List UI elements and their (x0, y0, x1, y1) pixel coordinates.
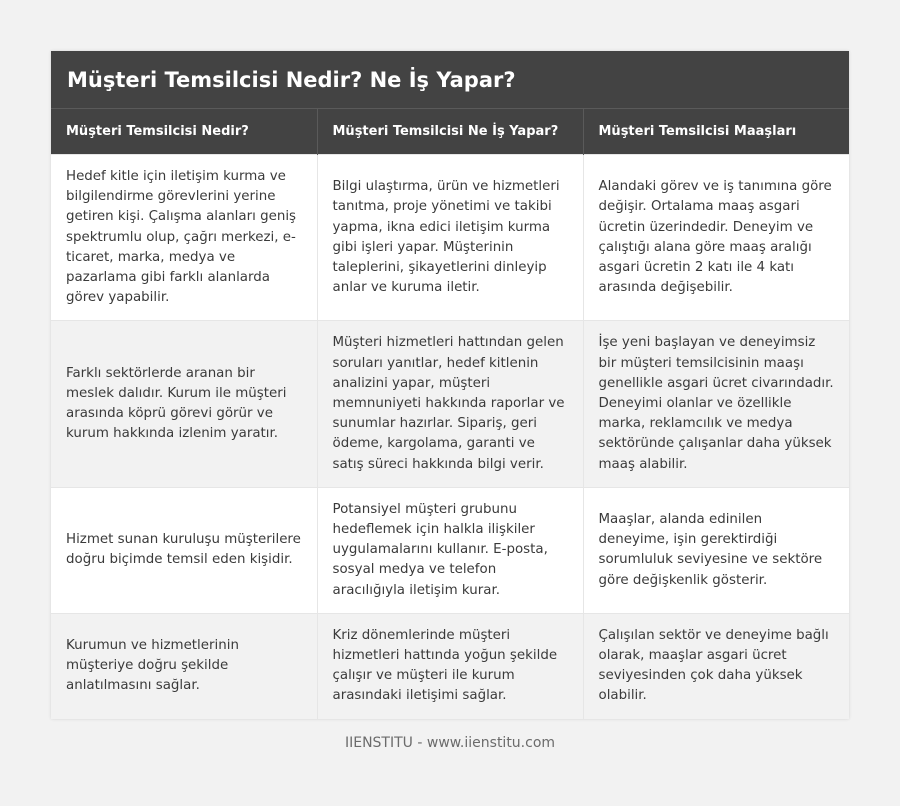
info-table (51, 109, 849, 719)
table-row (51, 321, 849, 487)
table-row (51, 613, 849, 718)
column-header-maaslari: Müşteri Temsilcisi Maaşları (583, 109, 849, 155)
table-row (51, 155, 849, 321)
footer-credit: IIENSTITU - www.iienstitu.com (344, 735, 556, 751)
table-cell: Potansiyel müşteri grubunu hedeflemek için halkla ilişkiler uygulamalarını kullanır. E-posta, sosyal medya ve telefon aracılığıyla iletişim kurar. (317, 487, 583, 613)
column-header-nedir: Müşteri Temsilcisi Nedir? (51, 109, 317, 155)
table-cell: Hizmet sunan kuruluşu müşterilere doğru biçimde temsil eden kişidir. (51, 487, 317, 613)
table-row (51, 487, 849, 613)
column-header-ne-is-yapar: Müşteri Temsilcisi Ne İş Yapar? (317, 109, 583, 155)
table-cell: Maaşlar, alanda edinilen deneyime, işin gerektirdiği sorumluluk seviyesine ve sektöre göre değişkenlik gösterir. (583, 487, 849, 613)
table-cell: Bilgi ulaştırma, ürün ve hizmetleri tanıtma, proje yönetimi ve takibi yapma, ikna edici iletişim kurma gibi işleri yapar. Müşterinin taleplerini, şikayetlerini dinleyip anlar ve kuruma iletir. (317, 155, 583, 321)
info-table-card (51, 51, 849, 719)
table-cell: Çalışılan sektör ve deneyime bağlı olarak, maaşlar asgari ücret seviyesinden çok daha yüksek olabilir. (583, 613, 849, 718)
table-title: Müşteri Temsilcisi Nedir? Ne İş Yapar? (51, 51, 849, 109)
table-cell: Kurumun ve hizmetlerinin müşteriye doğru şekilde anlatılmasını sağlar. (51, 613, 317, 718)
table-cell: Farklı sektörlerde aranan bir meslek dalıdır. Kurum ile müşteri arasında köprü görevi görür ve kurum hakkında izlenim yaratır. (51, 321, 317, 487)
table-cell: Kriz dönemlerinde müşteri hizmetleri hattında yoğun şekilde çalışır ve müşteri ile kurum arasındaki iletişimi sağlar. (317, 613, 583, 718)
header-row (51, 109, 849, 155)
table-cell: Alandaki görev ve iş tanımına göre değişir. Ortalama maaş asgari ücretin üzerindedir. Deneyim ve çalıştığı alana göre maaş aralığı asgari ücretin 2 katı ile 4 katı arasında değişebilir. (583, 155, 849, 321)
table-cell: Müşteri hizmetleri hattından gelen soruları yanıtlar, hedef kitlenin analizini yapar, müşteri memnuniyeti hakkında raporlar ve sunumlar hazırlar. Sipariş, geri ödeme, kargolama, garanti ve satış süreci hakkında bilgi verir. (317, 321, 583, 487)
table-cell: İşe yeni başlayan ve deneyimsiz bir müşteri temsilcisinin maaşı genellikle asgari ücret civarındadır. Deneyimi olanlar ve özellikle marka, reklamcılık ve medya sektöründe çalışanlar daha yüksek maaş alabilir. (583, 321, 849, 487)
table-cell: Hedef kitle için iletişim kurma ve bilgilendirme görevlerini yerine getiren kişi. Çalışma alanları geniş spektrumlu olup, çağrı merkezi, e-ticaret, marka, medya ve pazarlama gibi farklı alanlarda görev yapabilir. (51, 155, 317, 321)
